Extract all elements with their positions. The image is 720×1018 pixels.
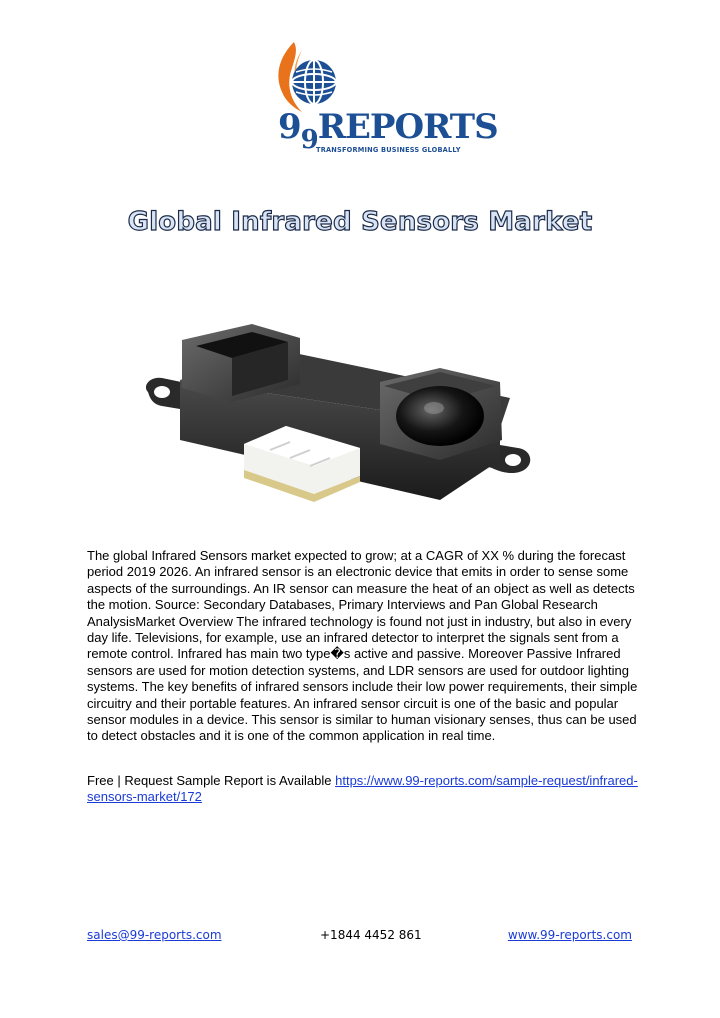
globe-flame-icon [272, 40, 342, 115]
logo-digit-main: 9 [278, 107, 301, 147]
brand-logo [272, 40, 498, 165]
infrared-sensor-module-photo [140, 310, 540, 520]
description-paragraph: The global Infrared Sensors market expected to grow; at a CAGR of XX % during the forecast period 2019 2026. An infrared sensor is an electronic device that emits in order to sense some aspects of the surroundings. An IR sensor can measure the heat of an object as well as detects the motion. Source: Secondary Databases, Primary Interviews and Pan Global Research AnalysisMarket Overview The infrared technology is found not just in industry, but also in every day life. Televisions, for example, use an infrared detector to interpret the signals sent from a remote control. Infrared has main two type�s active and passive. Moreover Passive Infrared sensors are used for motion detection systems, and LDR sensors are used for outdoor lighting systems. The key benefits of infrared sensors include their low power requirements, their simple circuitry and their portable features. An infrared sensor circuit is one of the basic and popular sensor modules in a device. This sensor is similar to human visionary senses, thus can be used to detect obstacles and it is one of the common application in real time. [87, 548, 638, 744]
sample-request-line [87, 773, 647, 806]
page-title: Global Infrared Sensors Market [127, 207, 593, 237]
sample-request-prefix: Free | Request Sample Report is Available [87, 773, 336, 788]
sample-request-link[interactable]: https://www.99-reports.com/sample-request/infrared-sensors-market/172 [87, 773, 638, 805]
logo-brand-name: REPORTS [317, 107, 498, 147]
logo-digit-sub: 9 [300, 125, 318, 155]
footer-phone: +1844 4452 861 [320, 928, 422, 942]
footer-website-link[interactable]: www.99-reports.com [507, 928, 632, 942]
footer-email-link[interactable]: sales@99-reports.com [87, 928, 222, 942]
footer [87, 928, 632, 946]
logo-tagline: TRANSFORMING BUSINESS GLOBALLY [316, 146, 461, 154]
